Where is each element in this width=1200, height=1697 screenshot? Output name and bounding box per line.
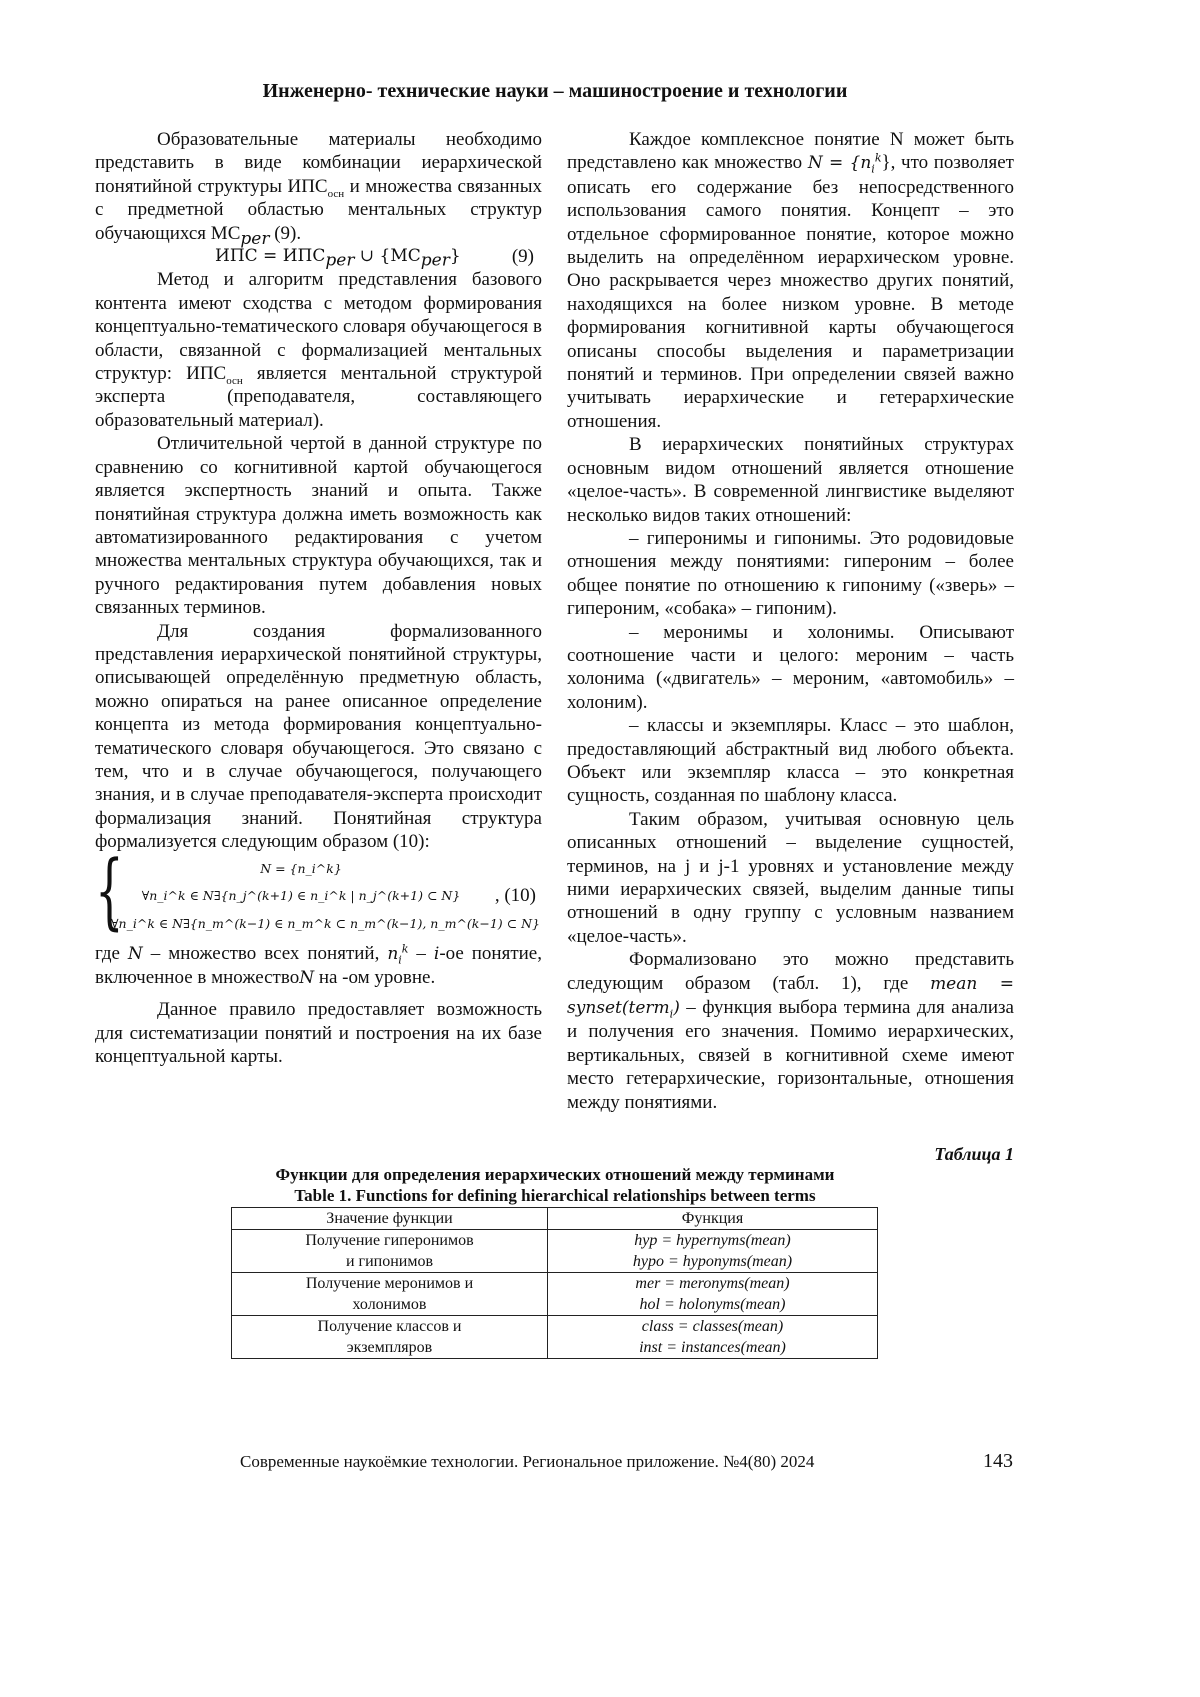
paragraph	[95, 128, 542, 249]
text: – функция выбора термина для анализа и получения его значения. Помимо иерархических, вертикальных, связей в когнитивной схеме имеют место гетерархические, горизонтальные, отношения между понятиями.	[567, 997, 1014, 1113]
text: hyp = hypernyms(mean)	[634, 1232, 791, 1249]
equation-body	[215, 245, 461, 271]
text: и множества связанных с предметной областью ментальных структур обучающихся МС	[95, 175, 542, 244]
subscript: осн	[226, 374, 243, 387]
paragraph	[567, 128, 1014, 433]
paragraph	[567, 948, 1014, 1114]
list-item: – классы и экземпляры. Класс – это шаблон, предоставляющий абстрактный вид любого объекта. Объект или экземпляр класса – это конкретная сущность, созданная по шаблону класса.	[567, 715, 1014, 807]
page-number: 143	[983, 1450, 1013, 1472]
text: ∪ {МС	[354, 246, 421, 267]
table-caption: Таблица 1	[934, 1144, 1014, 1164]
equation-number: (9)	[511, 246, 534, 268]
text: mean = synset(term	[567, 973, 1014, 1019]
equation-number: , (10)	[494, 884, 536, 906]
text: Метод и алгоритм представления базового контента имеют сходства с методом формирования концептуально-тематического словаря обучающегося в области, связанной с формализацией ментальных структур: ИПС	[95, 269, 542, 385]
text: }	[449, 246, 461, 267]
paragraph: Данное правило предоставляет возможность для систематизации понятий и построения на их базе концептуальной карты.	[95, 999, 542, 1068]
functions-table	[231, 1207, 878, 1359]
text: (9).	[269, 222, 302, 244]
journal-footer: Современные наукоёмкие технологии. Региональное приложение. №4(80) 2024	[240, 1452, 815, 1471]
function-cell	[548, 1316, 878, 1359]
table-row	[232, 1316, 878, 1359]
paragraph: Таким образом, учитывая основную цель описанных отношений – выделение сущностей, терминов, на j и j-1 уровнях и установление между ними иерархических связей, выделим данные типы отношений в одну группу с условным названием «целое-часть».	[567, 808, 1014, 947]
text: холонимов	[352, 1296, 427, 1313]
subscript: i	[669, 1007, 674, 1021]
text: inst = instances(mean)	[639, 1339, 786, 1356]
text: n	[387, 943, 399, 964]
equation-line-1: N = {n_i^k}	[260, 860, 342, 876]
text: Формализовано это можно представить следующим образом (табл. 1), где	[567, 949, 1014, 994]
table-title-ru: Функции для определения иерархических отношений между терминами	[275, 1165, 835, 1184]
text: является ментальной структурой эксперта (преподавателя, составляющего образовательный материал).	[95, 363, 542, 431]
list-item: – гиперонимы и гипонимы. Это родовидовые отношения между понятиями: гипероним – более общее понятие по отношению к гипониму («зверь» – гипероним, «собака» – гипоним).	[567, 527, 1014, 620]
subscript: per	[325, 250, 355, 271]
running-header: Инженерно- технические науки – машиностроение и технологии	[262, 80, 848, 102]
meaning-cell	[232, 1316, 548, 1359]
meaning-cell	[232, 1230, 548, 1273]
text: hol = holonyms(mean)	[639, 1296, 786, 1313]
function-cell	[548, 1230, 878, 1273]
left-brace: {	[95, 843, 124, 939]
math: $n_i^k$	[387, 941, 409, 966]
math: N	[127, 943, 143, 964]
text: Получение классов и	[317, 1318, 462, 1335]
text: Получение меронимов и	[305, 1275, 474, 1292]
paragraph	[95, 268, 542, 432]
text: – множество всех понятий,	[142, 942, 388, 964]
function-cell	[548, 1273, 878, 1316]
text: и гипонимов	[345, 1253, 434, 1270]
column-header: Значение функции	[232, 1208, 548, 1230]
table-row	[232, 1273, 878, 1316]
text: Получение гиперонимов	[305, 1232, 474, 1249]
table-header-row	[232, 1208, 878, 1230]
text: class = classes(mean)	[641, 1318, 784, 1335]
text: hypo = hyponyms(mean)	[632, 1253, 793, 1270]
subscript: осн	[327, 187, 345, 200]
equation-line-3: ∀n_i^k ∈ N∃{n_m^(k−1) ∈ n_m^k ⊂ n_m^(k−1), n_m^(k−1) ⊂ N}	[111, 915, 540, 931]
math: $N = \{n_i^k$	[807, 151, 882, 176]
meaning-cell	[232, 1273, 548, 1316]
text: –	[408, 942, 434, 964]
text: экземпляров	[346, 1339, 433, 1356]
column-header: Функция	[548, 1208, 878, 1230]
paragraph: В иерархических понятийных структурах основным видом отношений является отношение «целое-часть». В современной лингвистике выделяют несколько видов таких отношений:	[567, 434, 1014, 526]
text: где	[95, 942, 128, 964]
math: N	[299, 968, 315, 988]
table-title-en: Table 1. Functions for defining hierarchical relationships between terms	[294, 1186, 816, 1205]
text: -ое понятие, включенное в множество	[95, 942, 542, 988]
text: Образовательные материалы необходимо представить в виде комбинации иерархической понятийной структуры ИПС	[95, 129, 542, 197]
subscript: per	[420, 250, 450, 271]
subscript: per	[240, 228, 270, 249]
text: ИПС = ИПС	[215, 246, 326, 267]
paragraph	[95, 942, 542, 991]
paragraph: Отличительной чертой в данной структуре по сравнению со когнитивной картой обучающегося является экспертность знаний и опыта. Также понятийная структура должна иметь возможность как автоматизированного редактирования с учетом множества ментальных структура обучающихся, так и ручного редактирования путем добавления новых связанных терминов.	[95, 433, 542, 619]
list-item: – меронимы и холонимы. Описывают соотношение части и целого: мероним – часть холонима («двигатель» – мероним, «автомобиль» – холоним).	[567, 621, 1014, 713]
text: mer = meronyms(mean)	[635, 1275, 790, 1292]
equation-line-2: ∀n_i^k ∈ N∃{n_j^(k+1) ∈ n_i^k | n_j^(k+1) ⊂ N}	[141, 887, 461, 903]
paragraph: Для создания формализованного представления иерархической понятийной структуры, описывающей определённую предметную область, можно опираться на ранее описанное определение концепта из метода формирования концептуально-тематического словаря обучающегося. Это связано с тем, что и в случае обучающегося, получающего знания, и в случае преподавателя-эксперта происходит формализация знаний. Понятийная структура формализуется следующим образом (10):	[95, 620, 542, 853]
text: N = {n	[807, 153, 872, 174]
left-column	[95, 128, 542, 1069]
equation-9	[95, 245, 542, 271]
text: Каждое комплексное понятие N может быть представлено как множество	[567, 129, 1014, 174]
math: i	[433, 943, 440, 964]
equation-system-10	[95, 843, 542, 940]
text: на -ом уровне.	[314, 967, 436, 988]
text: )	[673, 998, 680, 1019]
right-column	[567, 128, 1014, 1114]
text: }, что позволяет описать его содержание без непосредственного использования самого понятия. Концепт – это отдельное сформированное понятие, которое можно выделить на определённом иерархическом уровне. Оно раскрывается через множество других понятий, находящихся на более низком уровне. В методе формирования когнитивной карты обучающегося описаны способы выделения и параметризации понятий и терминов. При определении связей важно учитывать иерархические и гетерархические отношения.	[567, 152, 1014, 432]
table-row	[232, 1230, 878, 1273]
